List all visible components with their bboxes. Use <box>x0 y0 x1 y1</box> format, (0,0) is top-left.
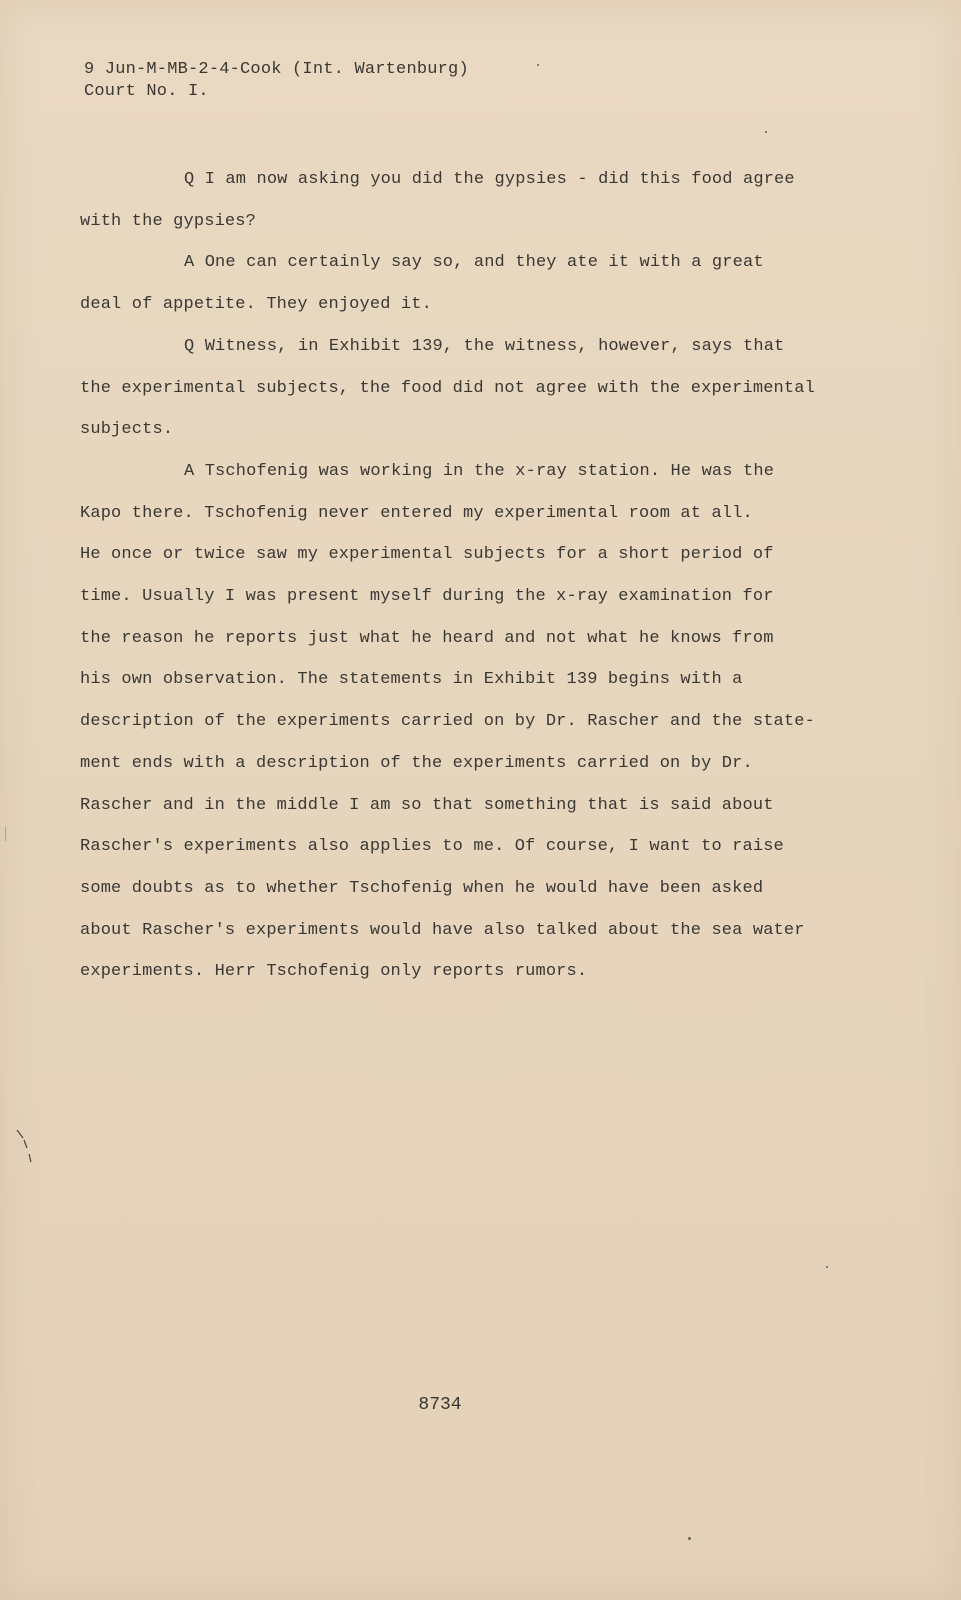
transcript-line: A One can certainly say so, and they ate it with a great <box>184 253 764 273</box>
transcript-line: Q Witness, in Exhibit 139, the witness, however, says that <box>184 336 785 356</box>
paper-speck <box>688 1537 691 1540</box>
transcript-line: A Tschofenig was working in the x-ray station. He was the <box>184 461 775 481</box>
transcript-body <box>80 159 820 993</box>
transcript-line: description of the experiments carried on by Dr. Rascher and the state- <box>80 712 815 732</box>
transcript-line: with the gypsies? <box>80 211 256 231</box>
pencil-mark <box>14 1128 34 1164</box>
transcript-line: Rascher and in the middle I am so that something that is said about <box>80 795 774 815</box>
page-number: 8734 <box>418 1395 462 1415</box>
transcript-line: Q I am now asking you did the gypsies - did this food agree <box>184 170 795 189</box>
transcript-line: about Rascher's experiments would have also talked about the sea water <box>80 920 805 940</box>
paper-speck <box>537 64 539 66</box>
header-court-line: Court No. I. <box>84 82 209 101</box>
paper-speck <box>826 1266 828 1268</box>
transcript-line: He once or twice saw my experimental subjects for a short period of <box>80 545 774 565</box>
document-header <box>84 59 469 103</box>
transcript-line: Rascher's experiments also applies to me. Of course, I want to raise <box>80 837 784 857</box>
transcript-line: subjects. <box>80 420 174 440</box>
transcript-line: Kapo there. Tschofenig never entered my experimental room at all. <box>80 503 753 523</box>
transcript-line: the reason he reports just what he heard and not what he knows from <box>80 628 774 648</box>
transcript-line: time. Usually I was present myself during the x-ray examination for <box>80 587 774 607</box>
paper-speck <box>765 131 767 133</box>
transcript-line: deal of appetite. They enjoyed it. <box>80 295 432 315</box>
paper-speck <box>5 827 6 841</box>
transcript-line: ment ends with a description of the experiments carried on by Dr. <box>80 753 753 773</box>
transcript-line: his own observation. The statements in Exhibit 139 begins with a <box>80 670 743 690</box>
transcript-line: the experimental subjects, the food did not agree with the experimental <box>80 378 815 398</box>
header-case-line: 9 Jun-M-MB-2-4-Cook (Int. Wartenburg) <box>84 60 469 79</box>
transcript-line: experiments. Herr Tschofenig only reports rumors. <box>80 962 588 982</box>
transcript-line: some doubts as to whether Tschofenig when he would have been asked <box>80 878 764 898</box>
